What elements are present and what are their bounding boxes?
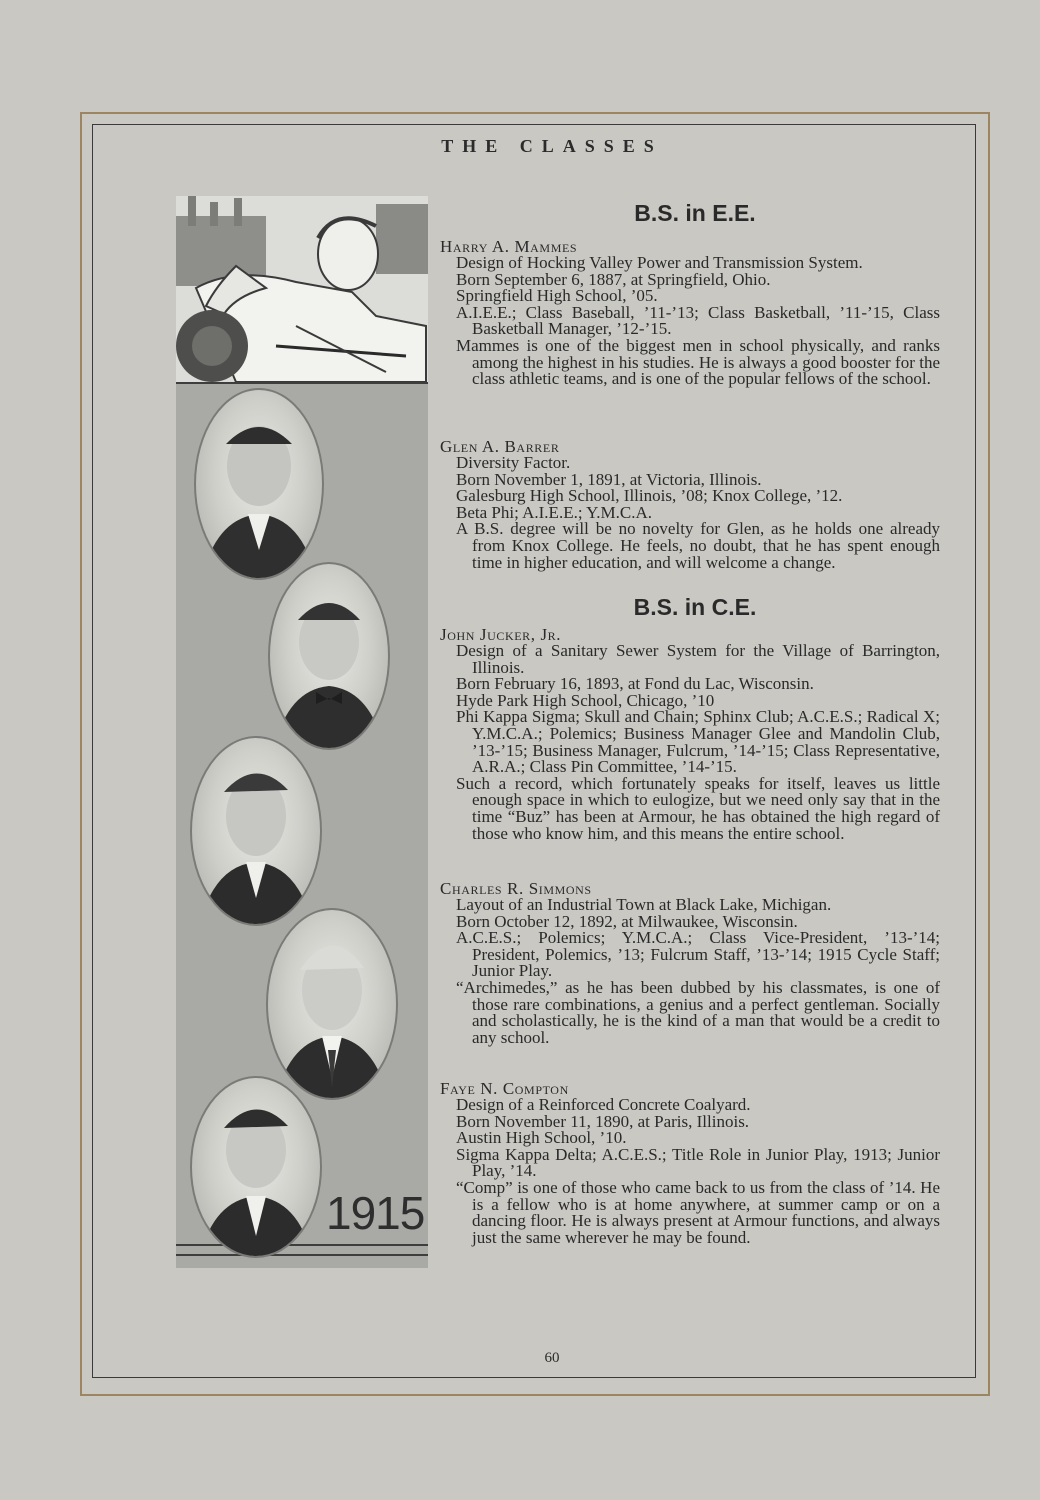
page-number: 60 — [544, 1350, 560, 1366]
entry-thesis: Layout of an Industrial Town at Black Lake, Michigan. — [456, 895, 832, 914]
entry-school: Galesburg High School, Illinois, ’08; Knox College, ’12. — [456, 486, 843, 506]
entry-thesis: Design of a Sanitary Sewer System for the Village of Barrington, Illinois. — [456, 641, 940, 677]
entry-thesis: Diversity Factor. — [456, 453, 571, 472]
entry-activities: Phi Kappa Sigma; Skull and Chain; Sphinx Club; A.C.E.S.; Radical X; Y.M.C.A.; Polemics; Business Manager Glee and Mandolin Club, ’13-’15; Business Manager, Fulcrum, ’14-’15; Class Representative, A.R.A.; Class Pin Committee, ’14-’15. — [456, 707, 940, 777]
entry-harry-mammes — [440, 238, 940, 388]
section-title-ee: B.S. in E.E. — [634, 200, 756, 226]
portrait-harry-mammes — [194, 388, 324, 580]
entry-school: Springfield High School, ’05. — [456, 286, 658, 306]
entry-birth: Born November 1, 1891, at Victoria, Illinois. — [456, 469, 762, 489]
entry-activities: A.I.E.E.; Class Baseball, ’11-’13; Class Basketball, ’11-’15, Class Basketball Manager, ’12-’15. — [456, 302, 940, 339]
entry-glen-barrer — [440, 438, 940, 571]
photo-strip — [176, 196, 428, 1268]
entry-thesis: Design of Hocking Valley Power and Transmission System. — [456, 253, 863, 272]
entry-name: John Jucker, Jr. — [440, 625, 562, 644]
entry-birth: Born November 11, 1890, at Paris, Illinois. — [456, 1111, 750, 1131]
entry-name: Harry A. Mammes — [440, 237, 578, 256]
entry-activities: A.C.E.S.; Polemics; Y.M.C.A.; Class Vice-President, ’13-’14; President, Polemics, ’13; Fulcrum Staff, ’13-’14; 1915 Cycle Staff; Junior Play. — [456, 928, 940, 981]
entry-activities: Sigma Kappa Delta; A.C.E.S.; Title Role in Junior Play, 1913; Junior Play, ’14. — [456, 1144, 940, 1181]
portrait-john-jucker — [190, 736, 322, 926]
portrait-glen-barrer — [268, 562, 390, 750]
year-mark: 1915 — [326, 1187, 425, 1239]
entry-john-jucker — [440, 626, 940, 842]
portrait-faye-compton — [190, 1076, 322, 1258]
entry-name: Glen A. Barrer — [440, 437, 560, 456]
entry-description: “Archimedes,” as he has been dubbed by his classmates, is one of those rare combinations, a genius and a perfect gentleman. Socially and scholastically, he is the kind of a man that would be a credit to any school. — [456, 977, 940, 1047]
entry-name: Charles R. Simmons — [440, 879, 592, 898]
entry-charles-simmons — [440, 880, 940, 1046]
portrait-charles-simmons — [266, 908, 398, 1100]
entry-name: Faye N. Compton — [440, 1079, 569, 1098]
running-head: THE CLASSES — [441, 136, 663, 156]
strip-divider — [176, 1254, 428, 1256]
entry-birth: Born September 6, 1887, at Springfield, Ohio. — [456, 269, 771, 289]
entry-description: A B.S. degree will be no novelty for Glen, as he holds one already from Knox College. He feels, no doubt, that he has spent enough time in higher education, and will welcome a change. — [456, 519, 940, 572]
entry-description: “Comp” is one of those who came back to us from the class of ’14. He is a fellow who is at home anywhere, at summer camp or on a dancing floor. He is always present at Armour functions, and always just the same wherever he may be found. — [456, 1177, 940, 1247]
entry-school: Austin High School, ’10. — [456, 1128, 627, 1148]
entry-faye-compton — [440, 1080, 940, 1246]
strip-divider — [176, 1244, 428, 1246]
entry-birth: Born October 12, 1892, at Milwaukee, Wisconsin. — [456, 911, 798, 931]
entry-description: Such a record, which fortunately speaks for itself, leaves us little enough space in which to eulogize, but we need only say that in the time “Buz” has been at Armour, he has obtained the high regard of those who know him, and this means the entire school. — [456, 773, 940, 843]
entry-birth: Born February 16, 1893, at Fond du Lac, Wisconsin. — [456, 674, 814, 694]
entry-thesis: Design of a Reinforced Concrete Coalyard. — [456, 1095, 751, 1114]
entry-activities: Beta Phi; A.I.E.E.; Y.M.C.A. — [456, 502, 652, 522]
entry-school: Hyde Park High School, Chicago, ’10 — [456, 690, 715, 710]
engineer-illustration — [176, 196, 428, 382]
entry-description: Mammes is one of the biggest men in school physically, and ranks among the highest in his studies. He is always a good booster for the class athletic teams, and is one of the popular fellows of the school. — [456, 335, 940, 389]
strip-divider — [176, 382, 428, 384]
section-title-ce: B.S. in C.E. — [633, 594, 757, 620]
